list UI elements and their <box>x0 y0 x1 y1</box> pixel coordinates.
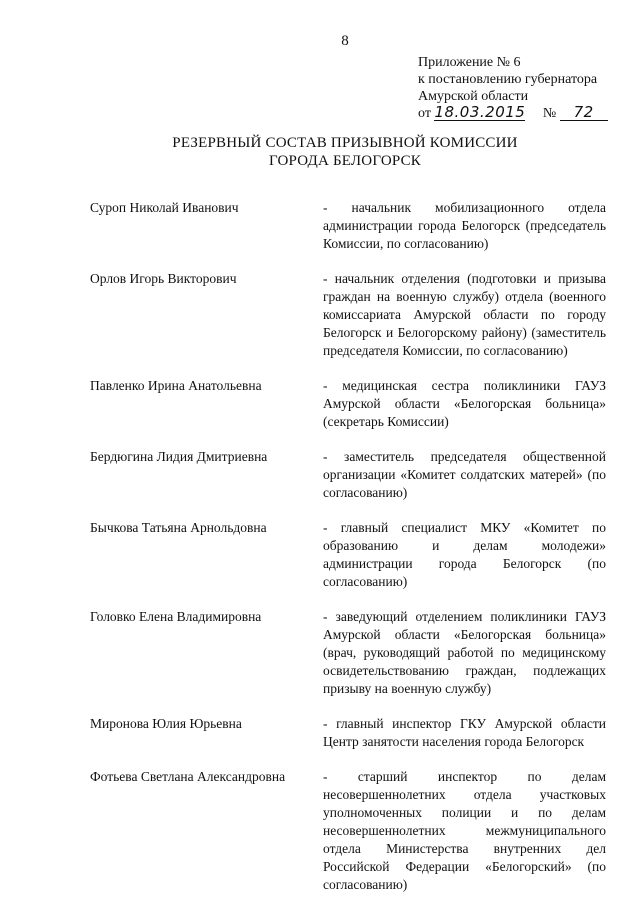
appendix-line-2: к постановлению губернатора <box>418 72 598 87</box>
member-name: Бердюгина Лидия Дмитриевна <box>90 449 268 464</box>
member-name: Орлов Игорь Викторович <box>90 271 237 286</box>
member-role: - медицинская сестра поликлиники ГАУЗ Амурской области «Белогорская больница» (секретарь Комиссии) <box>323 378 606 429</box>
member-row <box>90 377 610 431</box>
member-role: - начальник отделения (подготовки и призыва граждан на военную службу) отдела (военного комиссариата Амурской области по городу Белогорск и Белогорскому району) (заместитель председателя Комиссии, по согласованию) <box>323 271 606 358</box>
member-name: Бычкова Татьяна Арнольдовна <box>90 520 267 535</box>
member-role: - начальник мобилизационного отдела администрации города Белогорск (председатель Комиссии, по согласованию) <box>323 200 606 251</box>
title-line-2: ГОРОДА БЕЛОГОРСК <box>268 153 421 169</box>
appendix-line-1: Приложение № 6 <box>418 55 521 70</box>
member-name: Головко Елена Владимировна <box>90 609 262 624</box>
members-list <box>90 199 610 911</box>
member-row <box>90 448 610 502</box>
member-role: - главный инспектор ГКУ Амурской области Центр занятости населения города Белогорск <box>323 716 606 749</box>
member-role: - заместитель председателя общественной организации «Комитет солдатских матерей» (по согласованию) <box>323 449 606 500</box>
member-row <box>90 519 610 591</box>
document-title <box>0 134 640 170</box>
date-prefix: от <box>418 106 431 121</box>
member-row <box>90 768 610 894</box>
member-row <box>90 199 610 253</box>
member-name: Фотьева Светлана Александровна <box>90 769 286 784</box>
handwritten-date: 18.03.2015 <box>434 103 526 121</box>
handwritten-number: 72 <box>560 105 608 121</box>
title-line-1: РЕЗЕРВНЫЙ СОСТАВ ПРИЗЫВНОЙ КОМИССИИ <box>172 135 518 151</box>
member-row <box>90 715 610 751</box>
page-number: 8 <box>341 33 349 49</box>
appendix-date-line <box>418 105 608 122</box>
member-name: Миронова Юлия Юрьевна <box>90 716 242 731</box>
appendix-line-3: Амурской области <box>418 89 529 104</box>
member-name: Суроп Николай Иванович <box>90 200 239 215</box>
member-role: - главный специалист МКУ «Комитет по образованию и делам молодежи» администрации города Белогорск (по согласованию) <box>323 520 606 589</box>
number-prefix: № <box>542 106 557 121</box>
appendix-block <box>418 54 608 122</box>
member-role: - старший инспектор по делам несовершеннолетних отдела участковых уполномоченных полиции и по делам несовершеннолетних межмуниципального отдела Министерства внутренних дел Российской Федерации «Белогорский» (по согласованию) <box>323 769 606 892</box>
member-row <box>90 608 610 698</box>
member-row <box>90 270 610 360</box>
member-name: Павленко Ирина Анатольевна <box>90 378 262 393</box>
member-role: - заведующий отделением поликлиники ГАУЗ Амурской области «Белогорская больница» (врач, руководящий работой по медицинскому освидетельствованию граждан, подлежащих призыву на военную службу) <box>323 609 606 696</box>
